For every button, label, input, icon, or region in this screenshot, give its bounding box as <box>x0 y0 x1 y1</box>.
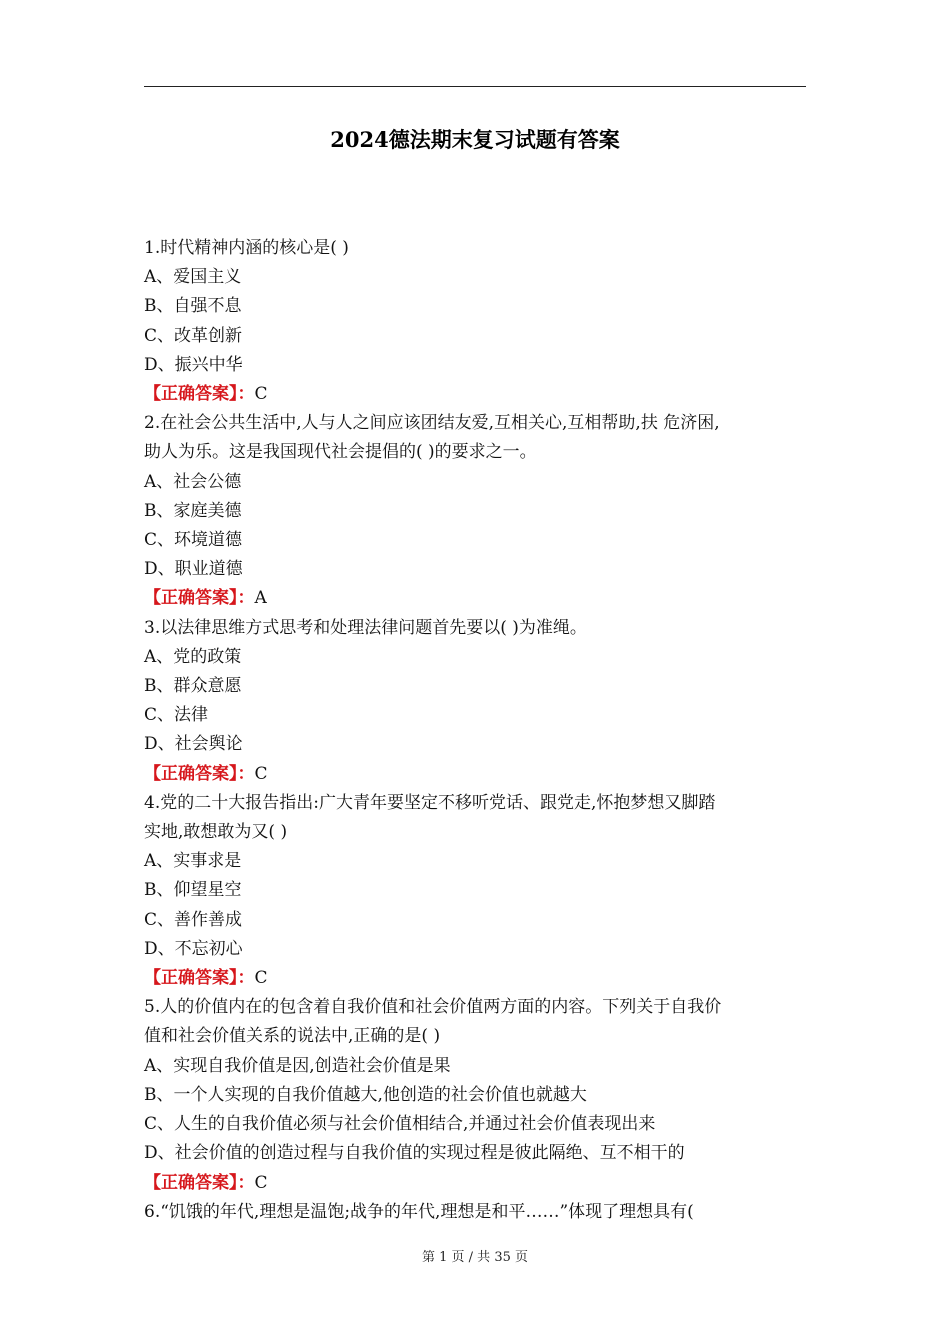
answer-option: D、振兴中华 <box>144 354 243 375</box>
answer-option: C、人生的自我价值必须与社会价值相结合,并通过社会价值表现出来 <box>144 1114 656 1135</box>
correct-answer-value: C <box>254 763 268 784</box>
answer-option: A、实现自我价值是因,创造社会价值是果 <box>144 1055 451 1076</box>
answer-option: A、社会公德 <box>144 471 242 492</box>
answer-option: C、改革创新 <box>144 325 243 346</box>
answer-option: B、自强不息 <box>144 296 242 317</box>
correct-answer <box>144 584 814 613</box>
answer-option: C、法律 <box>144 705 209 726</box>
correct-answer-label: 【正确答案】： <box>144 763 255 784</box>
answer-option: D、社会舆论 <box>144 734 243 755</box>
answer-option: C、环境道德 <box>144 530 243 551</box>
question-stem: 4.党的二十大报告指出:广大青年要坚定不移听党话、跟党走,怀抱梦想又脚踏 <box>144 792 716 813</box>
document-title: 2024德法期末复习试题有答案 <box>330 127 620 152</box>
answer-option: D、不忘初心 <box>144 938 243 959</box>
answer-option: A、党的政策 <box>144 646 242 667</box>
question-stem: 6.“饥饿的年代,理想是温饱;战争的年代,理想是和平……”体现了理想具有( <box>144 1201 694 1222</box>
answer-option: A、爱国主义 <box>144 267 242 288</box>
question-block <box>144 409 814 613</box>
correct-answer-label: 【正确答案】： <box>144 1172 255 1193</box>
question-block <box>144 789 814 993</box>
answer-option: B、群众意愿 <box>144 676 242 697</box>
answer-option: B、家庭美德 <box>144 500 242 521</box>
correct-answer <box>144 964 814 993</box>
question-stem: 5.人的价值内在的包含着自我价值和社会价值两方面的内容。下列关于自我价 <box>144 997 722 1018</box>
correct-answer-value: C <box>254 384 268 405</box>
answer-option: D、社会价值的创造过程与自我价值的实现过程是彼此隔绝、互不相干的 <box>144 1143 685 1164</box>
correct-answer-value: C <box>254 968 268 989</box>
question-block <box>144 234 814 409</box>
correct-answer-label: 【正确答案】： <box>144 588 255 609</box>
question-block <box>144 1198 814 1227</box>
correct-answer-value: C <box>254 1172 268 1193</box>
correct-answer <box>144 1169 814 1198</box>
correct-answer-label: 【正确答案】： <box>144 968 255 989</box>
answer-option: B、仰望星空 <box>144 880 242 901</box>
answer-option: D、职业道德 <box>144 559 243 580</box>
correct-answer <box>144 760 814 789</box>
answer-option: A、实事求是 <box>144 851 242 872</box>
question-stem: 3.以法律思维方式思考和处理法律问题首先要以( )为准绳。 <box>144 617 587 638</box>
correct-answer-label: 【正确答案】： <box>144 384 255 405</box>
correct-answer-value: A <box>254 588 267 609</box>
question-list <box>144 234 814 1227</box>
correct-answer <box>144 380 814 409</box>
question-block <box>144 614 814 789</box>
question-stem: 1.时代精神内涵的核心是( ) <box>144 238 349 258</box>
question-block <box>144 993 814 1197</box>
question-stem: 值和社会价值关系的说法中,正确的是( ) <box>144 1026 441 1047</box>
answer-option: B、一个人实现的自我价值越大,他创造的社会价值也就越大 <box>144 1084 587 1105</box>
question-stem: 实地,敢想敢为又( ) <box>144 822 288 843</box>
question-stem: 助人为乐。这是我国现代社会提倡的( )的要求之一。 <box>144 442 537 463</box>
answer-option: C、善作善成 <box>144 909 243 930</box>
page-footer: 第 1 页 / 共 35 页 <box>422 1250 528 1265</box>
question-stem: 2.在社会公共生活中,人与人之间应该团结友爱,互相关心,互相帮助,扶 危济困, <box>144 413 720 434</box>
header-rule <box>144 86 806 87</box>
